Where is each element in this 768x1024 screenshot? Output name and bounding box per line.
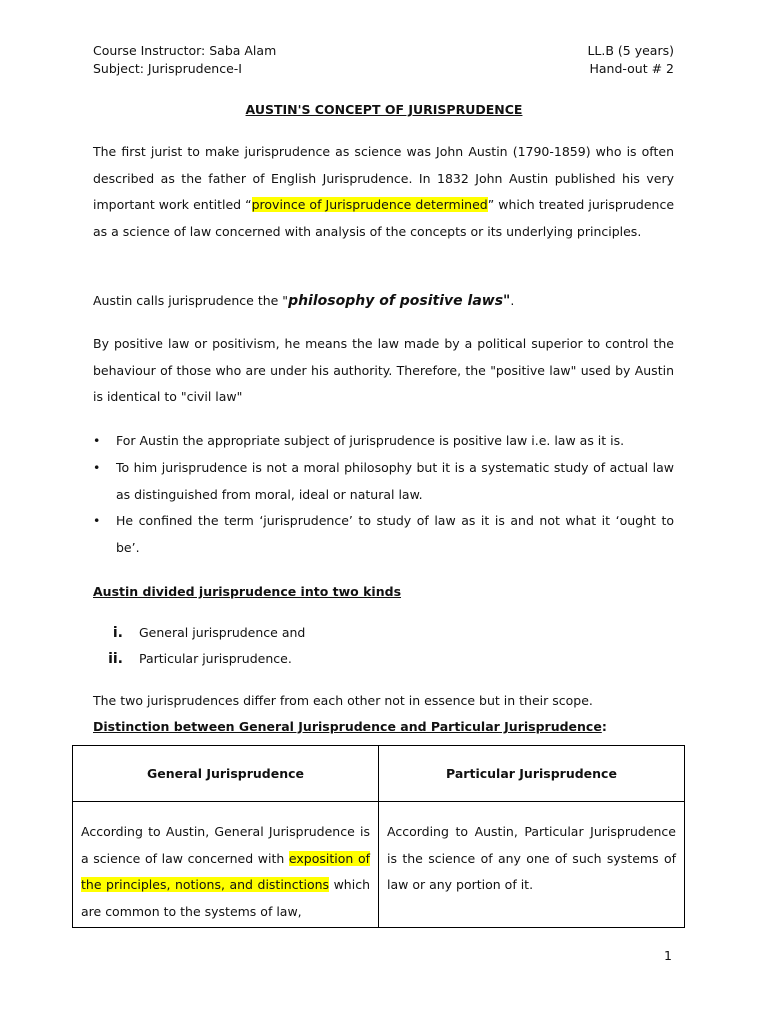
kinds-text: Particular jurisprudence. xyxy=(139,651,292,666)
page-title: AUSTIN'S CONCEPT OF JURISPRUDENCE xyxy=(245,102,523,117)
positive-law-paragraph: By positive law or positivism, he means the law made by a political superior to control the behaviour of those who are under his authority. Therefore, the "positive law" used by Austin is identical to "civil law" xyxy=(93,336,674,404)
program-line: LL.B (5 years) xyxy=(587,43,674,58)
differ-paragraph: The two jurisprudences differ from each other not in essence but in their scope. xyxy=(93,693,593,708)
calls-text-start: Austin calls jurisprudence the " xyxy=(93,293,289,308)
table-header-particular: Particular Jurisprudence xyxy=(379,746,685,802)
kinds-item xyxy=(103,620,503,646)
distinction-heading-line xyxy=(93,719,607,734)
kinds-text: General jurisprudence and xyxy=(139,625,306,640)
intro-text-end: ” which treated jurisprudence as a science of law concerned with analysis of the concepts or its underlying principles. xyxy=(93,197,675,239)
bullet-icon: • xyxy=(93,433,101,448)
page-number: 1 xyxy=(664,948,672,963)
kinds-number: ii. xyxy=(108,651,123,667)
intro-paragraph xyxy=(93,139,674,245)
table-cell-general xyxy=(73,802,379,928)
table-header-general: General Jurisprudence xyxy=(73,746,379,802)
bullet-item xyxy=(93,455,674,508)
general-text-start: According to Austin, General Jurisprudence is a science of law concerned with xyxy=(81,824,370,866)
intro-text-start: The first jurist to make jurisprudence as science was John Austin (1790-1859) who is often described as the father of English Jurisprudence. In 1832 John Austin published his very important work entitled “ xyxy=(93,144,674,212)
subject-line: Subject: Jurisprudence-I xyxy=(93,61,242,76)
kinds-item xyxy=(103,646,503,672)
kinds-heading: Austin divided jurisprudence into two kinds xyxy=(93,584,402,599)
distinction-heading: Distinction between General Jurisprudence and Particular Jurisprudence xyxy=(93,719,602,734)
kinds-number: i. xyxy=(112,625,123,641)
table-header-row xyxy=(73,746,685,802)
bullet-text: He confined the term ‘jurisprudence’ to study of law as it is and not what it ‘ought to be’. xyxy=(116,513,674,555)
table-cell-particular: According to Austin, Particular Jurisprudence is the science of any one of such systems of law or any portion of it. xyxy=(379,802,685,928)
bullet-item xyxy=(93,508,674,561)
distinction-table xyxy=(72,745,685,928)
general-highlight: exposition of the principles, notions, and distinctions xyxy=(81,850,370,892)
header-left xyxy=(93,42,276,78)
calls-paragraph xyxy=(93,288,674,315)
general-text-end: which are common to the systems of law, xyxy=(81,877,370,919)
header-right xyxy=(587,42,674,78)
bullet-item xyxy=(93,428,674,455)
bullet-icon: • xyxy=(93,513,101,528)
intro-highlight: province of Jurisprudence determined xyxy=(251,197,488,212)
instructor-line: Course Instructor: Saba Alam xyxy=(93,43,277,58)
calls-emphasis: philosophy of positive laws" xyxy=(288,293,511,309)
distinction-colon: : xyxy=(601,719,607,734)
handout-line: Hand-out # 2 xyxy=(589,61,674,76)
calls-text-end: . xyxy=(510,293,515,308)
table-row xyxy=(73,802,685,928)
bullet-text: For Austin the appropriate subject of jurisprudence is positive law i.e. law as it is. xyxy=(116,433,625,448)
bullet-icon: • xyxy=(93,460,101,475)
bullet-text: To him jurisprudence is not a moral philosophy but it is a systematic study of actual law as distinguished from moral, ideal or natural law. xyxy=(116,460,674,502)
